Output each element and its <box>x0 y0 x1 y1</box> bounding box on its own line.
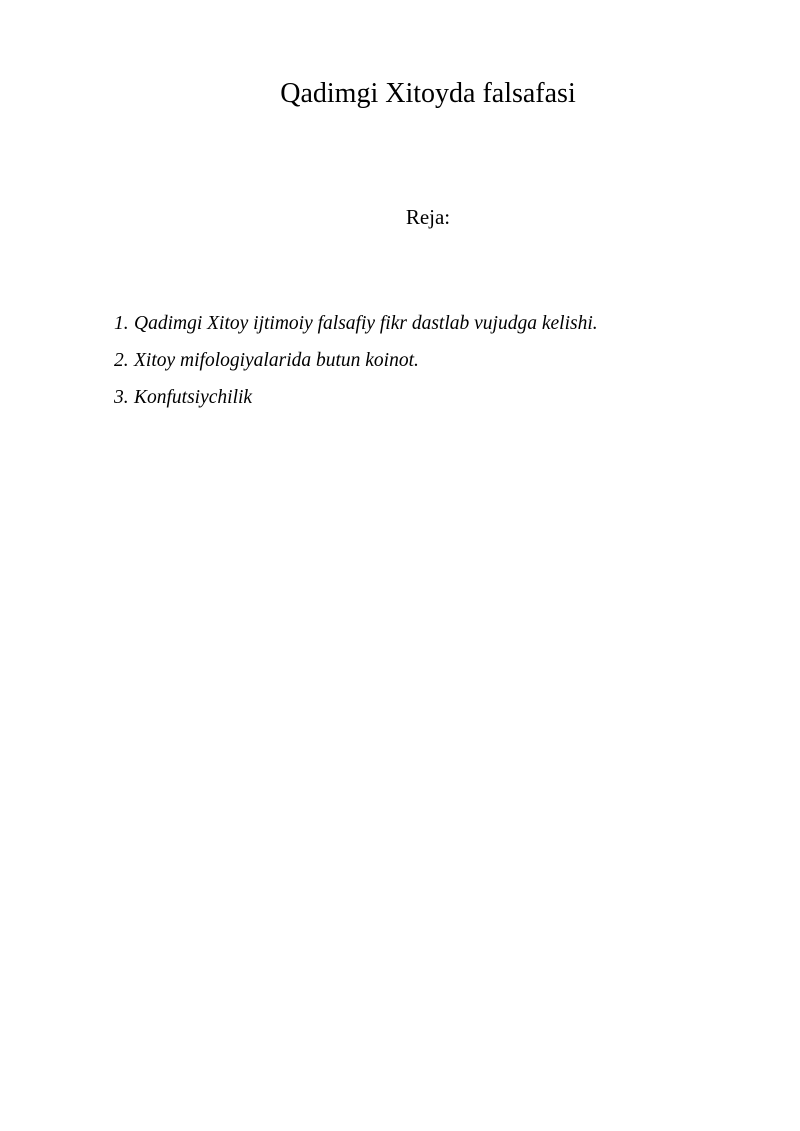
plan-item-text: Xitoy mifologiyalarida butun koinot. <box>134 350 419 371</box>
plan-item-text: Konfutsiychilik <box>134 387 253 408</box>
plan-item-number: 1. <box>114 313 129 334</box>
plan-item-text: Qadimgi Xitoy ijtimoiy falsafiy fikr dastlab vujudga kelishi. <box>134 313 598 334</box>
plan-item-1 <box>114 305 598 342</box>
plan-item-number: 3. <box>114 387 129 408</box>
plan-item-number: 2. <box>114 350 129 371</box>
document-title: Qadimgi Xitoyda falsafasi <box>280 78 576 109</box>
plan-item-2 <box>114 342 598 379</box>
plan-item-3 <box>114 379 598 416</box>
plan-heading: Reja: <box>405 205 451 229</box>
plan-list <box>114 305 598 416</box>
